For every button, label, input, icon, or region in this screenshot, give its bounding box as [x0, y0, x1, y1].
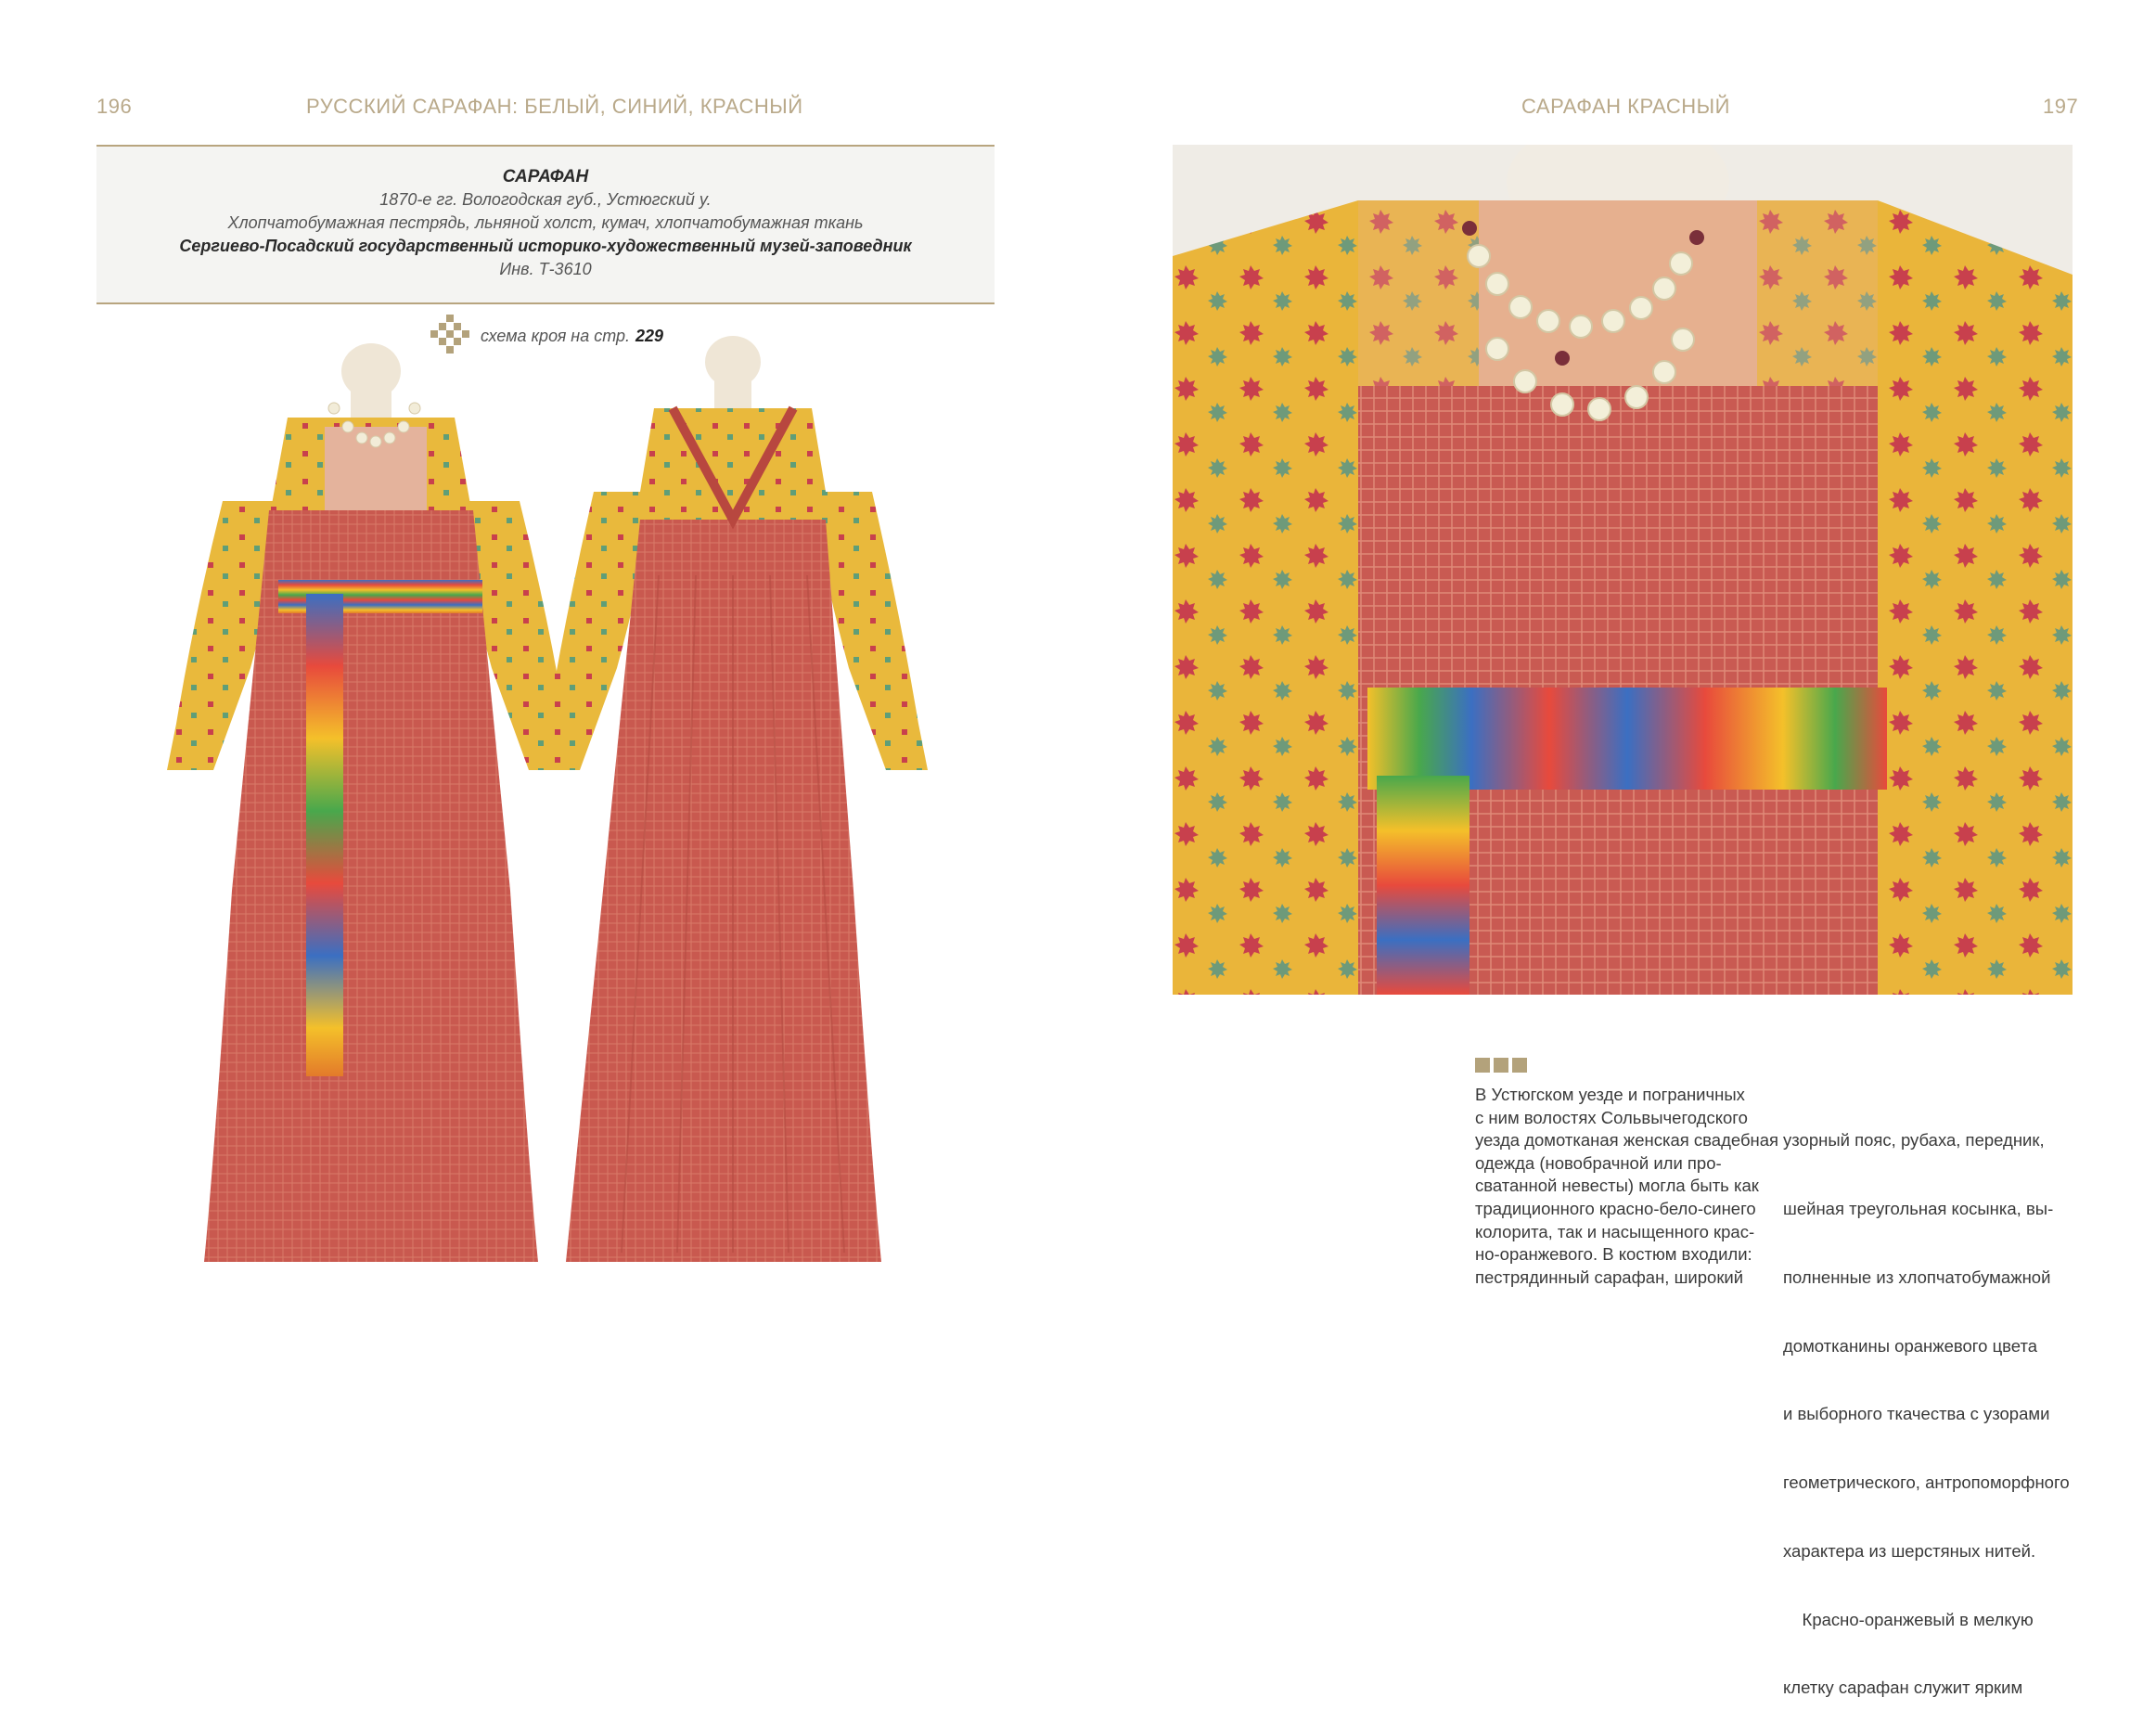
text-line: сватанной невесты) могла быть как [1475, 1176, 1759, 1196]
caption-inventory: Инв. Т-3610 [499, 260, 592, 278]
text-line: узорный пояс, рубаха, передник, [1783, 1130, 2045, 1151]
caption-date-place: 1870-е гг. Вологодская губ., Устюгский у. [379, 190, 712, 209]
left-page-number: 196 [96, 95, 133, 118]
caption-bottom-rule [96, 302, 995, 304]
text-line: клетку сарафан служит ярким [1783, 1678, 2023, 1698]
text-line: одежда (новобрачной или про- [1475, 1152, 1722, 1173]
caption-title: САРАФАН [502, 167, 589, 186]
text-line: характера из шерстяных нитей. [1783, 1540, 2036, 1561]
body-text-column-2 [1783, 1084, 2080, 1723]
text-line: геометрического, антропоморфного [1783, 1472, 2070, 1493]
text-line: колорита, так и насыщенного крас- [1475, 1221, 1755, 1241]
scheme-note-text: схема кроя на стр. [481, 326, 631, 345]
text-line: традиционного красно-бело-синего [1475, 1198, 1756, 1218]
caption-museum: Сергиево-Посадский государственный историко-художественный музей-заповедник [179, 237, 912, 255]
text-line: полненные из хлопчатобумажной [1783, 1267, 2051, 1287]
caption-box [96, 147, 995, 302]
text-line: но-оранжевого. В костюм входили: [1475, 1244, 1752, 1265]
left-running-head: РУССКИЙ САРАФАН: БЕЛЫЙ, СИНИЙ, КРАСНЫЙ [306, 95, 803, 118]
text-line: домотканины оранжевого цвета [1783, 1335, 2038, 1356]
text-line: В Устюгском уезде и пограничных [1475, 1085, 1745, 1104]
body-text-column-1 [1475, 1084, 1781, 1289]
sarafan-detail-photo [1173, 145, 2073, 995]
right-running-head: САРАФАН КРАСНЫЙ [1521, 95, 1730, 118]
right-page-number: 197 [2043, 95, 2079, 118]
text-line: Красно-оранжевый в мелкую [1783, 1609, 2034, 1629]
text-line: и выборного ткачества с узорами [1783, 1404, 2050, 1424]
text-line: пестрядинный сарафан, широкий [1475, 1267, 1744, 1287]
caption-materials: Хлопчатобумажная пестрядь, льняной холст, кумач, хлопчатобумажная ткань [227, 213, 864, 232]
scheme-page-link[interactable]: 229 [635, 326, 664, 345]
section-marker [1475, 1058, 1527, 1073]
text-line: уезда домотканая женская свадебная [1475, 1130, 1779, 1151]
text-line: шейная треугольная косынка, вы- [1783, 1198, 2054, 1218]
sarafan-full-photo [139, 334, 956, 1327]
text-line: с ним волостях Сольвычегодского [1475, 1107, 1748, 1127]
